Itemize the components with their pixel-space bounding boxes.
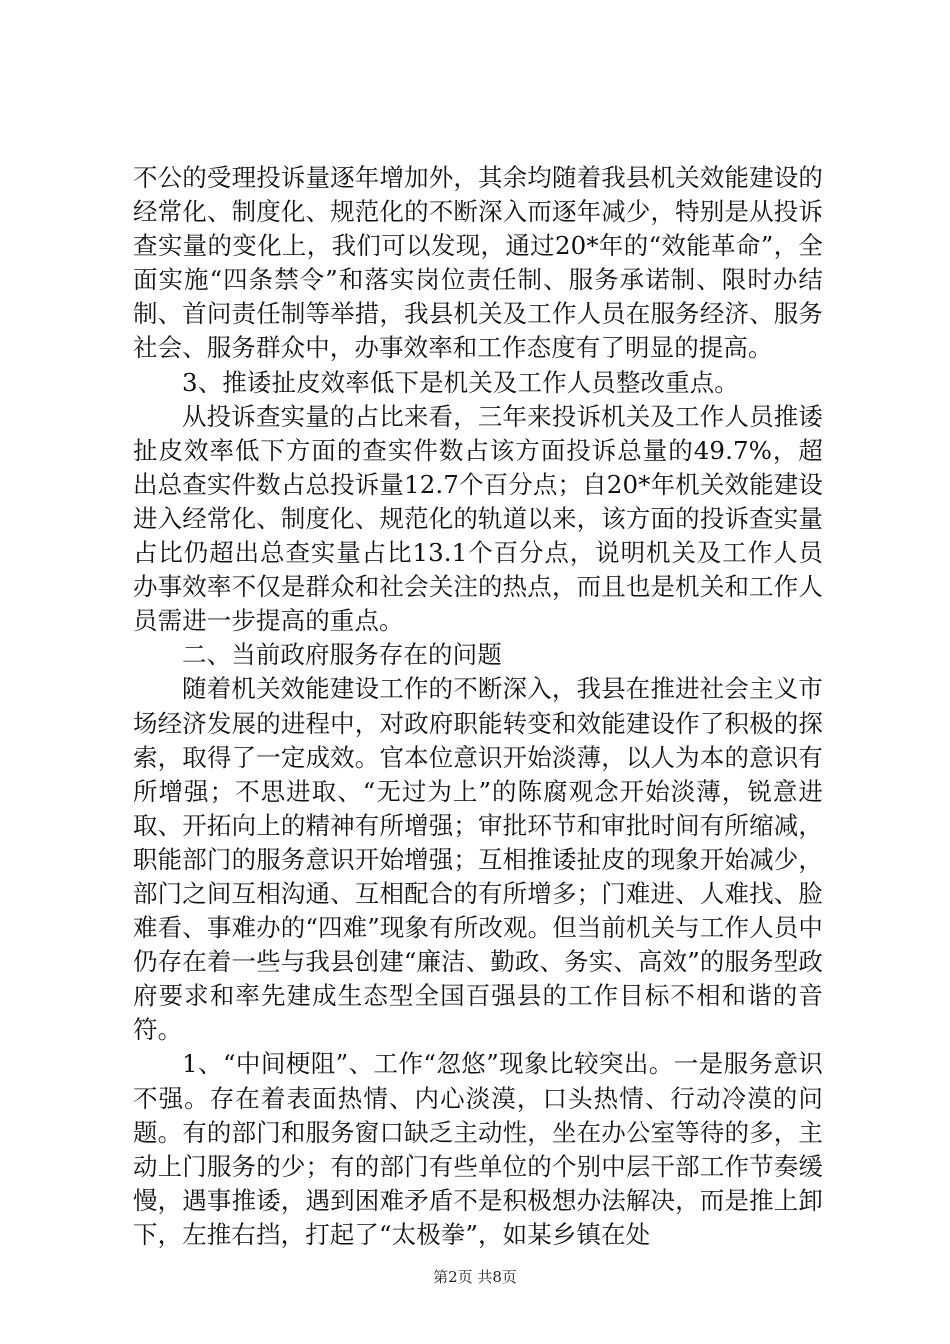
section-heading: 二、当前政府服务存在的问题 — [182, 640, 502, 670]
page-number-label: 第2页 共8页 — [433, 1268, 517, 1286]
document-body — [133, 161, 823, 1252]
paragraph-3: 从投诉查实量的占比来看，三年来投诉机关及工作人员推诿扯皮效率低下方面的查实件数占该方面投诉总量的49.7%，超出总查实件数占总投诉量12.7个百分点；自20*年机关效能建设进入经常化、制度化、规范化的轨道以来，该方面的投诉查实量占比仍超出总查实量占比13.1个百分点，说明机关及工作人员办事效率不仅是群众和社会关注的热点，而且也是机关和工作人员需进一步提高的重点。 — [133, 401, 823, 636]
paragraph-5: 1、“中间梗阻”、工作“忽悠”现象比较突出。一是服务意识不强。存在着表面热情、内心淡漠，口头热情、行动冷漠的问题。有的部门和服务窗口缺乏主动性，坐在办公室等待的多，主动上门服务的少；有的部门有些单位的个别中层干部工作节奏缓慢，遇事推诿，遇到困难矛盾不是积极想办法解决，而是推上卸下，左推右挡，打起了“太极拳”，如某乡镇在处 — [133, 1049, 823, 1249]
paragraph-1: 不公的受理投诉量逐年增加外，其余均随着我县机关效能建设的经常化、制度化、规范化的不断深入而逐年减少，特别是从投诉查实量的变化上，我们可以发现，通过20*年的“效能革命”，全面实施“四条禁令”和落实岗位责任制、服务承诺制、限时办结制、首问责任制等举措，我县机关及工作人员在服务经济、服务社会、服务群众中，办事效率和工作态度有了明显的提高。 — [133, 163, 823, 363]
paragraph-4: 随着机关效能建设工作的不断深入，我县在推进社会主义市场经济发展的进程中，对政府职能转变和效能建设作了积极的探索，取得了一定成效。官本位意识开始淡薄，以人为本的意识有所增强；不思进取、“无过为上”的陈腐观念开始淡薄，锐意进取、开拓向上的精神有所增强；审批环节和审批时间有所缩减，职能部门的服务意识开始增强；互相推诿扯皮的现象开始减少，部门之间互相沟通、互相配合的有所增多；门难进、人难找、脸难看、事难办的“四难”现象有所改观。但当前机关与工作人员中仍存在着一些与我县创建“廉洁、勤政、务实、高效”的服务型政府要求和率先建成生态型全国百强县的工作目标不相和谐的音符。 — [133, 674, 823, 1045]
paragraph-2: 3、推诿扯皮效率低下是机关及工作人员整改重点。 — [182, 367, 739, 397]
page-footer — [0, 1266, 950, 1287]
